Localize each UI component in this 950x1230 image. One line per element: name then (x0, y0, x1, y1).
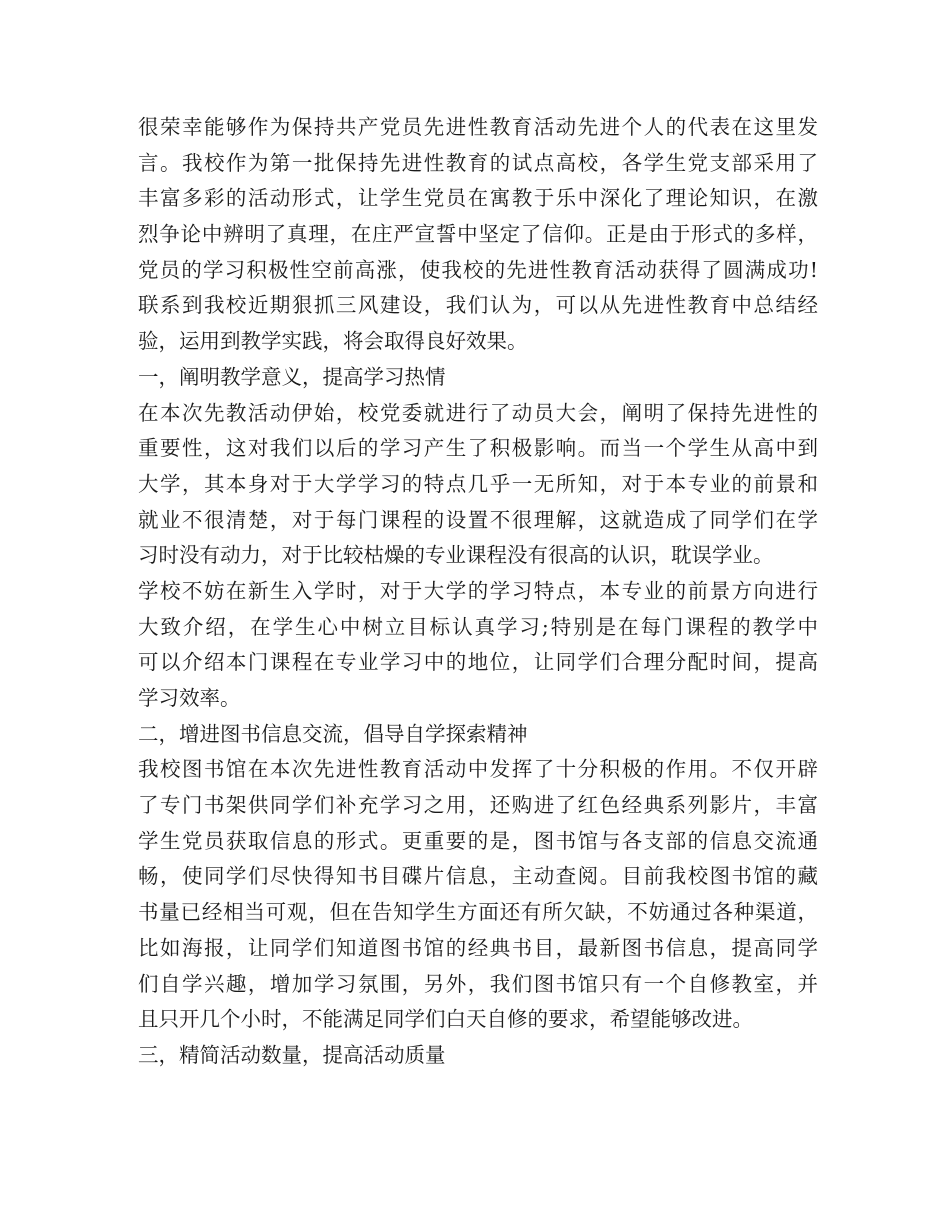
text-line: 比如海报，让同学们知道图书馆的经典书目，最新图书信息，提高同学 (138, 935, 818, 960)
text-line: 丰富多彩的活动形式，让学生党员在寓教于乐中深化了理论知识，在激 (138, 186, 818, 211)
section-heading: 三，精简活动数量，提高活动质量 (138, 1042, 446, 1067)
text-line: 很荣幸能够作为保持共产党员先进性教育活动先进个人的代表在这里发 (138, 115, 818, 139)
text-line: 了专门书架供同学们补充学习之用，还购进了红色经典系列影片，丰富 (138, 793, 818, 818)
text-line: 我校图书馆在本次先进性教育活动中发挥了十分积极的作用。不仅开辟 (138, 757, 818, 782)
text-line: 大学，其本身对于大学学习的特点几乎一无所知，对于本专业的前景和 (138, 471, 818, 496)
text-line: 言。我校作为第一批保持先进性教育的试点高校，各学生党支部采用了 (138, 150, 818, 175)
section-heading: 二，增进图书信息交流，倡导自学探索精神 (138, 721, 528, 746)
text-line: 烈争论中辨明了真理，在庄严宣誓中坚定了信仰。正是由于形式的多样， (138, 222, 818, 247)
text-line: 就业不很清楚，对于每门课程的设置不很理解，这就造成了同学们在学 (138, 507, 818, 532)
text-line: 在本次先教活动伊始，校党委就进行了动员大会，阐明了保持先进性的 (138, 400, 818, 425)
text-line: 学校不妨在新生入学时，对于大学的学习特点，本专业的前景方向进行 (138, 578, 818, 603)
text-line: 们自学兴趣，增加学习氛围，另外，我们图书馆只有一个自修教室，并 (138, 971, 818, 996)
text-line: 习时没有动力，对于比较枯燥的专业课程没有很高的认识，耽误学业。 (138, 543, 774, 568)
text-line: 且只开几个小时，不能满足同学们白天自修的要求，希望能够改进。 (138, 1007, 753, 1032)
text-line: 书量已经相当可观，但在告知学生方面还有所欠缺，不妨通过各种渠道， (138, 900, 818, 925)
text-line: 党员的学习积极性空前高涨，使我校的先进性教育活动获得了圆满成功! (138, 257, 818, 282)
text-line: 验，运用到教学实践，将会取得良好效果。 (138, 329, 528, 354)
text-line: 学习效率。 (138, 686, 241, 710)
text-line: 联系到我校近期狠抓三风建设，我们认为，可以从先进性教育中总结经 (138, 293, 818, 318)
text-line: 学生党员获取信息的形式。更重要的是，图书馆与各支部的信息交流通 (138, 828, 818, 853)
text-line: 重要性，这对我们以后的学习产生了积极影响。而当一个学生从高中到 (138, 436, 818, 461)
document-body (138, 110, 818, 1074)
section-heading: 一，阐明教学意义，提高学习热情 (138, 364, 446, 389)
text-line: 畅，使同学们尽快得知书目碟片信息，主动查阅。目前我校图书馆的藏 (138, 864, 818, 889)
text-line: 大致介绍，在学生心中树立目标认真学习;特别是在每门课程的教学中 (138, 614, 818, 639)
text-line: 可以介绍本门课程在专业学习中的地位，让同学们合理分配时间，提高 (138, 650, 818, 675)
